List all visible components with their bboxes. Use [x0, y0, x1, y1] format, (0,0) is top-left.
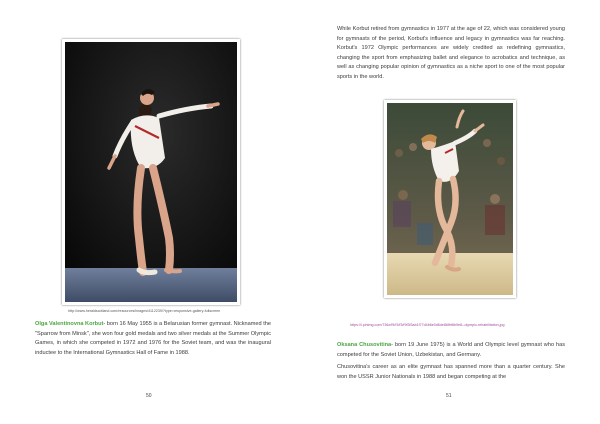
korbut-legacy-paragraph: While Korbut retired from gymnastics in 1977 at the age of 22, which was considered young for gymnasts of the period, Korbut's influence and legacy in gymnastics was far reaching. Korbut's 1972 Olympic performances are widely credited as redefining gymnastics, changing the sport from emphasizing ballet and elegance to acrobatics and technique, as well as changing popular opinion of gymnastics as a niche sport to one of the most popular sports in the world.	[337, 26, 565, 80]
chusovitina-photo	[387, 103, 513, 295]
korbut-bio-text: - born 16 May 1955 is a Belarusian former gymnast. Nicknamed the "Sparrow from Minsk", she won four gold medals and two silver medals at the Summer Olympic Games, in which she competed in 1972 and 1976 for the Soviet team, and was the inaugural inductee to the International Gymnastics Hall of Fame in 1988.	[35, 321, 271, 356]
right-page	[300, 0, 600, 424]
page-number-left: 50	[146, 393, 152, 399]
chusovitina-name: Oksana Chusovitina	[337, 342, 392, 348]
chusovitina-bio	[337, 341, 565, 360]
korbut-name: Olga Valentinovna Korbut	[35, 321, 104, 327]
page-number-right: 51	[446, 393, 452, 399]
chusovitina-career-paragraph: Chusovitina's career as an elite gymnast has spanned more than a quarter century. She won the USSR Junior Nationals in 1988 and began competing at the	[337, 364, 565, 380]
korbut-bio	[35, 320, 271, 358]
korbut-photo-frame	[62, 39, 240, 305]
korbut-image-url[interactable]: http://www.heraldscotland.com/resources/images/4112239/?type=responsive-gallery-fullscreen	[68, 309, 221, 313]
chusovitina-image-url[interactable]: https://i.pinimg.com/736x/f9/f3/f3/f9f3f3ab1f77d4b6e0d6de86fbf8b9e8--olympic-rehabilitation.jpg	[350, 323, 505, 327]
chusovitina-bio-text: - born 19 June 1975) is a World and Olympic level gymnast who has competed for the Soviet Union, Uzbekistan, and Germany.	[337, 342, 565, 358]
korbut-photo	[65, 42, 237, 302]
chusovitina-photo-frame	[384, 100, 516, 298]
